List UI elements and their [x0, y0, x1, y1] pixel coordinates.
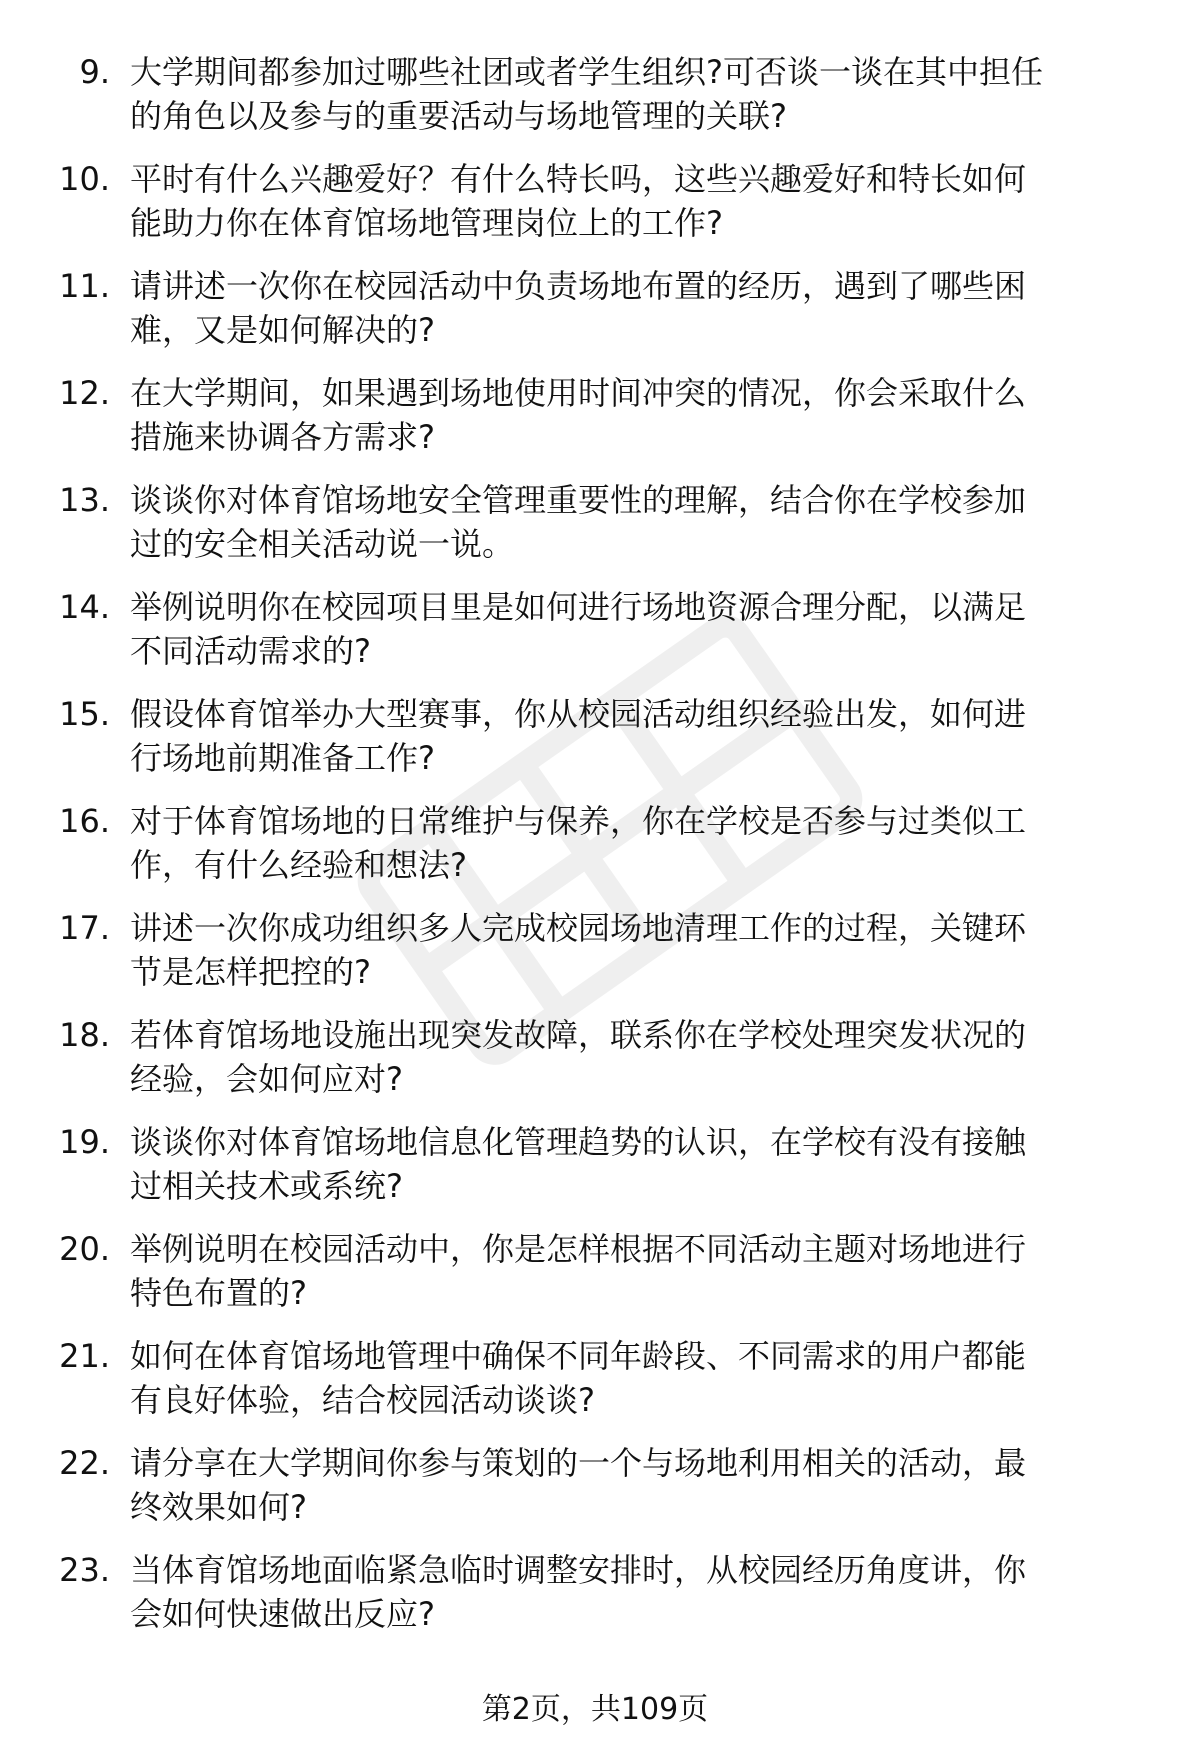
- question-list: [0, 50, 1190, 1655]
- question-line: 不同活动需求的?: [130, 632, 371, 670]
- question-item: [0, 1227, 1190, 1315]
- question-item: [0, 585, 1190, 673]
- question-line: 过的安全相关活动说一说。: [130, 525, 515, 563]
- question-line: 特色布置的?: [130, 1274, 307, 1312]
- question-text: [130, 264, 1150, 352]
- question-number: 14.: [59, 588, 110, 626]
- question-number: 15.: [59, 695, 110, 733]
- question-number: 23.: [59, 1551, 110, 1589]
- question-item: [0, 1548, 1190, 1636]
- question-number: 9.: [79, 53, 110, 91]
- question-number: 13.: [59, 481, 110, 519]
- question-item: [0, 906, 1190, 994]
- question-text: [130, 1548, 1150, 1636]
- question-item: [0, 1334, 1190, 1422]
- question-item: [0, 799, 1190, 887]
- question-line: 对于体育馆场地的日常维护与保养，你在学校是否参与过类似工: [130, 802, 1027, 840]
- question-text: [130, 1334, 1150, 1422]
- question-item: [0, 157, 1190, 245]
- question-text: [130, 50, 1150, 138]
- question-line: 会如何快速做出反应?: [130, 1595, 435, 1633]
- question-line: 当体育馆场地面临紧急临时调整安排时，从校园经历角度讲，你: [130, 1551, 1027, 1589]
- question-line: 谈谈你对体育馆场地信息化管理趋势的认识，在学校有没有接触: [130, 1123, 1027, 1161]
- question-line: 举例说明你在校园项目里是如何进行场地资源合理分配，以满足: [130, 588, 1027, 626]
- question-text: [130, 799, 1150, 887]
- question-text: [130, 1441, 1150, 1529]
- page-number: 第2页，共109页: [481, 1692, 709, 1727]
- question-text: [130, 1227, 1150, 1315]
- question-line: 行场地前期准备工作?: [130, 739, 435, 777]
- question-text: [130, 371, 1150, 459]
- question-number: 19.: [59, 1123, 110, 1161]
- question-line: 有良好体验，结合校园活动谈谈?: [130, 1381, 595, 1419]
- question-line: 在大学期间，如果遇到场地使用时间冲突的情况，你会采取什么: [130, 374, 1027, 412]
- question-text: [130, 585, 1150, 673]
- question-line: 请分享在大学期间你参与策划的一个与场地利用相关的活动，最: [130, 1444, 1027, 1482]
- question-line: 大学期间都参加过哪些社团或者学生组织?可否谈一谈在其中担任: [130, 53, 1043, 91]
- question-item: [0, 264, 1190, 352]
- question-item: [0, 478, 1190, 566]
- question-number: 12.: [59, 374, 110, 412]
- question-number: 10.: [59, 160, 110, 198]
- question-item: [0, 692, 1190, 780]
- question-line: 请讲述一次你在校园活动中负责场地布置的经历，遇到了哪些困: [130, 267, 1027, 305]
- question-number: 22.: [59, 1444, 110, 1482]
- question-line: 经验，会如何应对?: [130, 1060, 403, 1098]
- question-line: 终效果如何?: [130, 1488, 307, 1526]
- question-line: 过相关技术或系统?: [130, 1167, 403, 1205]
- question-number: 11.: [59, 267, 110, 305]
- question-line: 难，又是如何解决的?: [130, 311, 435, 349]
- question-line: 措施来协调各方需求?: [130, 418, 435, 456]
- question-text: [130, 906, 1150, 994]
- question-text: [130, 1013, 1150, 1101]
- question-text: [130, 1120, 1150, 1208]
- question-text: [130, 157, 1150, 245]
- question-number: 20.: [59, 1230, 110, 1268]
- question-text: [130, 692, 1150, 780]
- question-line: 举例说明在校园活动中，你是怎样根据不同活动主题对场地进行: [130, 1230, 1027, 1268]
- question-line: 作，有什么经验和想法?: [130, 846, 467, 884]
- question-item: [0, 1120, 1190, 1208]
- question-line: 假设体育馆举办大型赛事，你从校园活动组织经验出发，如何进: [130, 695, 1027, 733]
- question-item: [0, 1441, 1190, 1529]
- question-item: [0, 50, 1190, 138]
- question-number: 17.: [59, 909, 110, 947]
- question-line: 若体育馆场地设施出现突发故障，联系你在学校处理突发状况的: [130, 1016, 1027, 1054]
- question-line: 如何在体育馆场地管理中确保不同年龄段、不同需求的用户都能: [130, 1337, 1027, 1375]
- question-line: 讲述一次你成功组织多人完成校园场地清理工作的过程，关键环: [130, 909, 1027, 947]
- question-number: 21.: [59, 1337, 110, 1375]
- question-line: 能助力你在体育馆场地管理岗位上的工作?: [130, 204, 723, 242]
- question-number: 16.: [59, 802, 110, 840]
- question-line: 谈谈你对体育馆场地安全管理重要性的理解，结合你在学校参加: [130, 481, 1027, 519]
- question-line: 平时有什么兴趣爱好？有什么特长吗，这些兴趣爱好和特长如何: [130, 160, 1027, 198]
- question-number: 18.: [59, 1016, 110, 1054]
- question-item: [0, 1013, 1190, 1101]
- question-item: [0, 371, 1190, 459]
- question-text: [130, 478, 1150, 566]
- question-line: 的角色以及参与的重要活动与场地管理的关联?: [130, 97, 787, 135]
- question-line: 节是怎样把控的?: [130, 953, 371, 991]
